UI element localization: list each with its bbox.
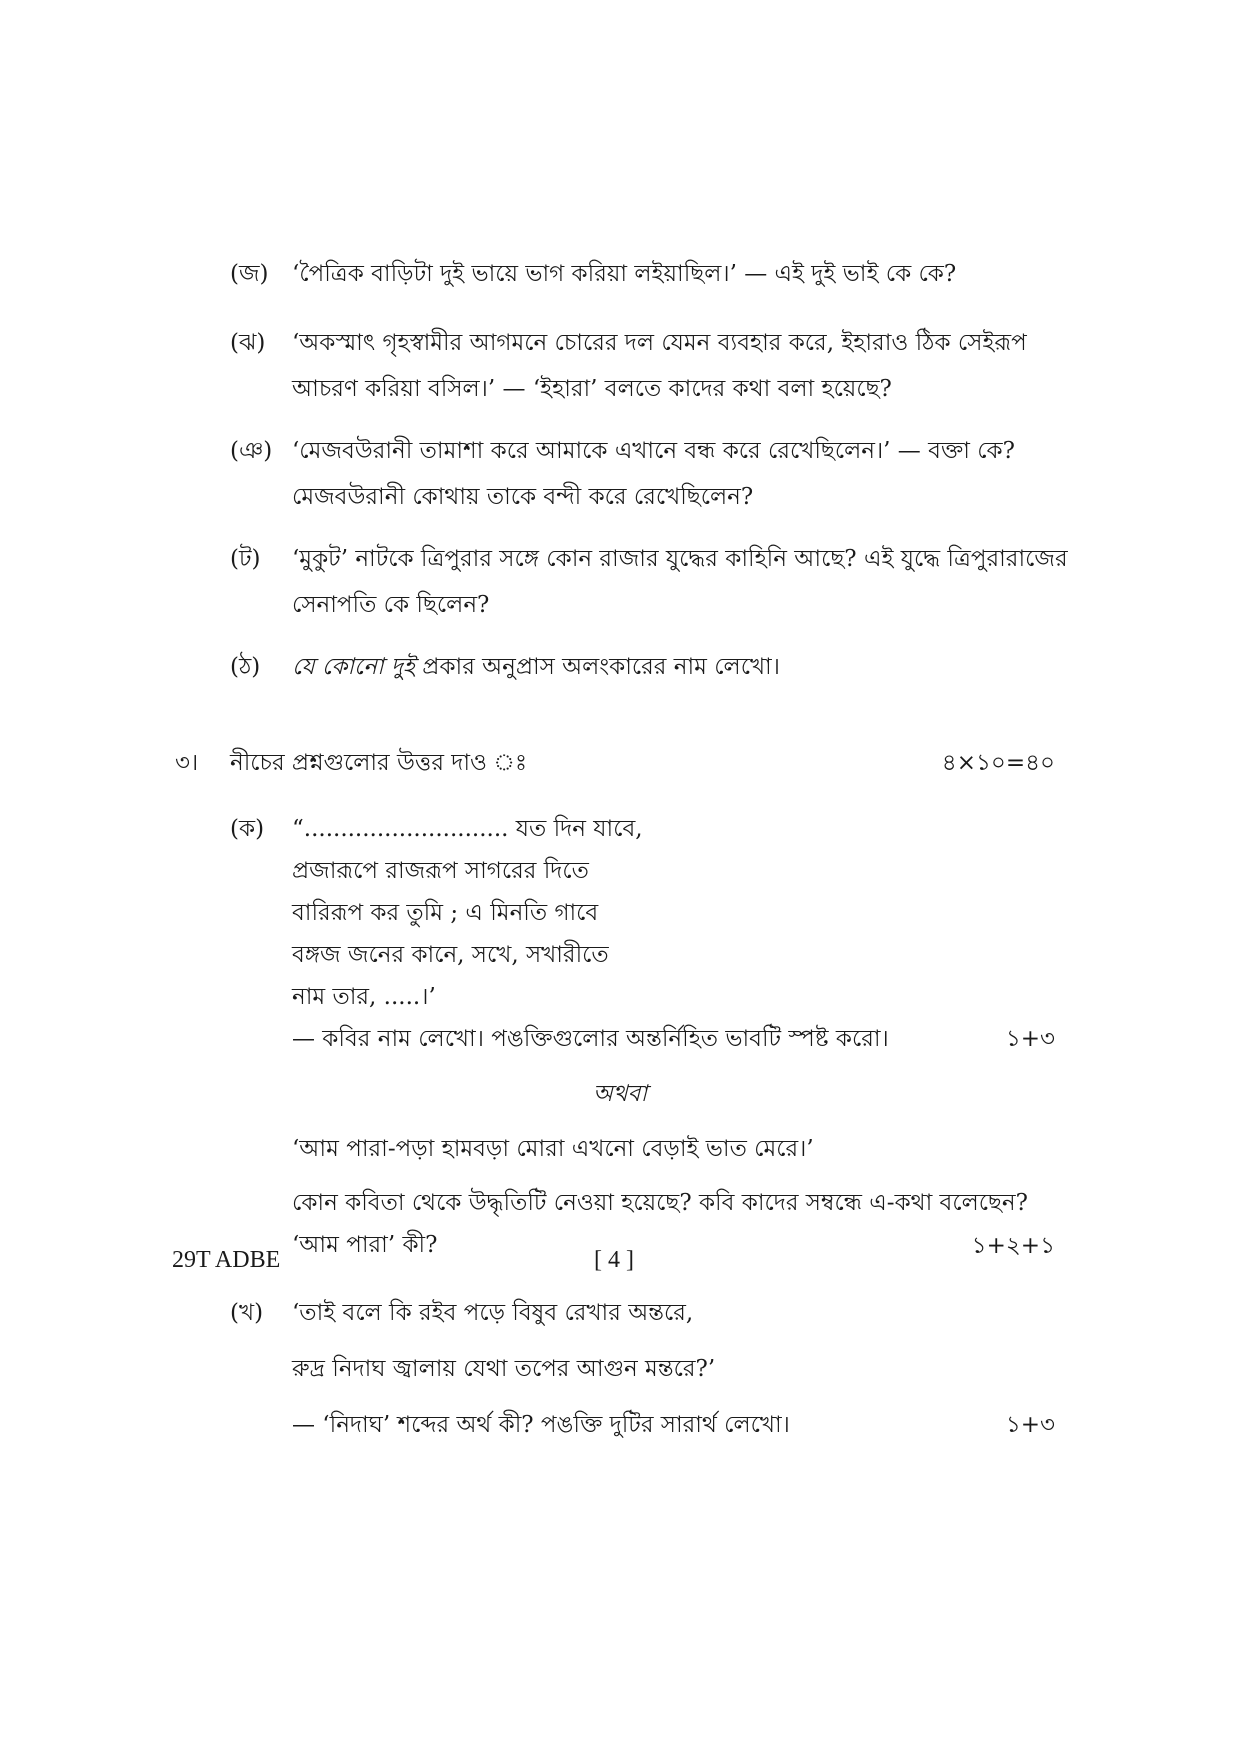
poem-line: নাম তার, .....।’ xyxy=(292,984,436,1010)
quote-text: ‘আম পারা-পড়া হামবড়া মোরা এখনো বেড়াই ভাত মেরে।’ xyxy=(292,1136,814,1162)
or-label: অথবা xyxy=(592,1081,648,1107)
poem-line: রুদ্র নিদাঘ জ্বালায় যেথা তপের আগুন মন্তরে?’ xyxy=(292,1356,716,1382)
page-number: [ 4 ] xyxy=(594,1247,634,1273)
question-text: কোন কবিতা থেকে উদ্ধৃতিটি নেওয়া হয়েছে? কবি কাদের সম্বন্ধে এ-কথা বলেছেন? xyxy=(292,1190,1028,1216)
poem-line: বারিরূপ কর তুমি ; এ মিনতি গাবে xyxy=(292,900,599,926)
question-text: — কবির নাম লেখো। পঙক্তিগুলোর অন্তর্নিহিত ভাবটি স্পষ্ট করো। xyxy=(292,1026,889,1052)
q3-instruction: নীচের প্রশ্নগুলোর উত্তর দাও ঃ xyxy=(230,750,528,776)
question-text: ‘আম পারা’ কী? xyxy=(292,1232,438,1258)
question-label: (ক) xyxy=(230,816,265,842)
question-text: সেনাপতি কে ছিলেন? xyxy=(292,592,490,618)
paper-code: 29T ADBE xyxy=(172,1247,281,1273)
question-text: ‘পৈত্রিক বাড়িটা দুই ভায়ে ভাগ করিয়া লইয়াছিল।’ — এই দুই ভাই কে কে? xyxy=(292,261,957,287)
poem-line: “............................ যত দিন যাবে, xyxy=(292,816,643,842)
poem-line: প্রজারূপে রাজরূপ সাগরের দিতে xyxy=(292,858,589,884)
question-label: (ঞ) xyxy=(230,438,273,464)
question-marks: ১+৩ xyxy=(1005,1412,1055,1438)
question-text: ‘অকস্মাৎ গৃহস্বামীর আগমনে চোরের দল যেমন ব্যবহার করে, ইহারাও ঠিক সেইরূপ xyxy=(292,330,1027,356)
question-label: (ট) xyxy=(230,546,261,572)
question-text: ‘মুকুট’ নাটকে ত্রিপুরার সঙ্গে কোন রাজার যুদ্ধের কাহিনি আছে? এই যুদ্ধে ত্রিপুরারাজের xyxy=(292,546,1068,572)
q3-total-marks: ৪×১০=৪০ xyxy=(941,750,1055,776)
poem-line: ‘তাই বলে কি রইব পড়ে বিষুব রেখার অন্তরে, xyxy=(292,1300,694,1326)
question-text: প্রকার অনুপ্রাস অলংকারের নাম লেখো। xyxy=(414,654,780,680)
question-emphasis: যে কোনো দুই xyxy=(292,654,415,680)
question-marks: ১+৩ xyxy=(1005,1026,1055,1052)
question-text: মেজবউরানী কোথায় তাকে বন্দী করে রেখেছিলেন? xyxy=(292,484,754,510)
question-label: (জ) xyxy=(230,261,269,287)
question-marks: ১+২+১ xyxy=(971,1233,1055,1259)
question-label: (ঠ) xyxy=(230,654,261,680)
question-ka-alternative xyxy=(292,1128,1028,1266)
question-label: (খ) xyxy=(230,1300,264,1326)
question-label: (ঝ) xyxy=(230,330,266,356)
question-text: ‘মেজবউরানী তামাশা করে আমাকে এখানে বন্ধ করে রেখেছিলেন।’ — বক্তা কে? xyxy=(292,438,1015,464)
q3-number: ৩। xyxy=(175,750,199,776)
question-text: আচরণ করিয়া বসিল।’ — ‘ইহারা’ বলতে কাদের কথা বলা হয়েছে? xyxy=(292,376,892,402)
question-text: — ‘নিদাঘ’ শব্দের অর্থ কী? পঙক্তি দুটির সারার্থ লেখো। xyxy=(292,1412,790,1438)
poem-line: বঙ্গজ জনের কানে, সখে, সখারীতে xyxy=(292,942,609,968)
